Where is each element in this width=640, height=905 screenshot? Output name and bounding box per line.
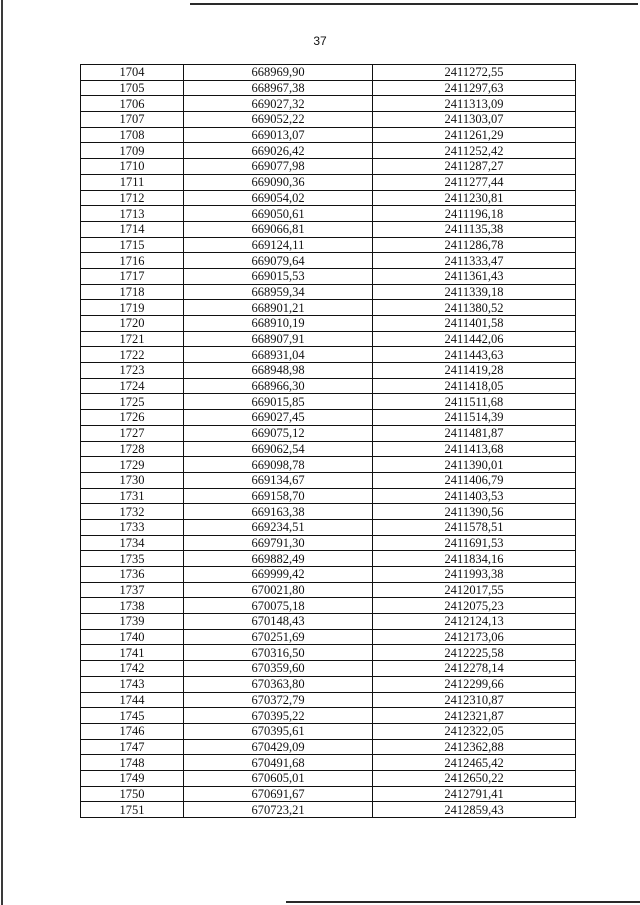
x-coordinate-cell: 670359,60 xyxy=(184,661,373,677)
y-coordinate-cell: 2412278,14 xyxy=(373,661,576,677)
x-coordinate-cell: 670491,68 xyxy=(184,755,373,771)
table-row xyxy=(81,723,576,739)
y-coordinate-cell: 2411418,05 xyxy=(373,378,576,394)
x-coordinate-cell: 669015,85 xyxy=(184,394,373,410)
table-row xyxy=(81,582,576,598)
point-number-cell: 1751 xyxy=(81,802,184,818)
page-number: 37 xyxy=(313,34,327,48)
table-row xyxy=(81,786,576,802)
point-number-cell: 1714 xyxy=(81,221,184,237)
x-coordinate-cell: 669052,22 xyxy=(184,112,373,128)
table-row xyxy=(81,96,576,112)
point-number-cell: 1750 xyxy=(81,786,184,802)
point-number-cell: 1748 xyxy=(81,755,184,771)
y-coordinate-cell: 2412017,55 xyxy=(373,582,576,598)
point-number-cell: 1728 xyxy=(81,441,184,457)
point-number-cell: 1741 xyxy=(81,645,184,661)
y-coordinate-cell: 2411406,79 xyxy=(373,472,576,488)
y-coordinate-cell: 2411514,39 xyxy=(373,410,576,426)
point-number-cell: 1731 xyxy=(81,488,184,504)
table-row xyxy=(81,708,576,724)
y-coordinate-cell: 2411691,53 xyxy=(373,535,576,551)
table-row xyxy=(81,331,576,347)
table-row xyxy=(81,441,576,457)
x-coordinate-cell: 668931,04 xyxy=(184,347,373,363)
point-number-cell: 1713 xyxy=(81,206,184,222)
point-number-cell: 1743 xyxy=(81,676,184,692)
y-coordinate-cell: 2412310,87 xyxy=(373,692,576,708)
x-coordinate-cell: 669882,49 xyxy=(184,551,373,567)
y-coordinate-cell: 2411297,63 xyxy=(373,80,576,96)
x-coordinate-cell: 668959,34 xyxy=(184,284,373,300)
table-row xyxy=(81,127,576,143)
x-coordinate-cell: 669075,12 xyxy=(184,425,373,441)
table-row xyxy=(81,504,576,520)
x-coordinate-cell: 670429,09 xyxy=(184,739,373,755)
y-coordinate-cell: 2411196,18 xyxy=(373,206,576,222)
table-row xyxy=(81,237,576,253)
y-coordinate-cell: 2411277,44 xyxy=(373,174,576,190)
table-row xyxy=(81,425,576,441)
table-row xyxy=(81,488,576,504)
point-number-cell: 1712 xyxy=(81,190,184,206)
point-number-cell: 1723 xyxy=(81,363,184,379)
table-row xyxy=(81,551,576,567)
y-coordinate-cell: 2411481,87 xyxy=(373,425,576,441)
point-number-cell: 1711 xyxy=(81,174,184,190)
x-coordinate-cell: 669158,70 xyxy=(184,488,373,504)
y-coordinate-cell: 2411401,58 xyxy=(373,316,576,332)
x-coordinate-cell: 669066,81 xyxy=(184,221,373,237)
y-coordinate-cell: 2412859,43 xyxy=(373,802,576,818)
scan-edge-top xyxy=(190,3,638,5)
x-coordinate-cell: 669026,42 xyxy=(184,143,373,159)
point-number-cell: 1710 xyxy=(81,159,184,175)
point-number-cell: 1725 xyxy=(81,394,184,410)
x-coordinate-cell: 668966,30 xyxy=(184,378,373,394)
table-row xyxy=(81,410,576,426)
point-number-cell: 1708 xyxy=(81,127,184,143)
point-number-cell: 1720 xyxy=(81,316,184,332)
scan-edge-left xyxy=(1,0,3,905)
point-number-cell: 1726 xyxy=(81,410,184,426)
x-coordinate-cell: 669062,54 xyxy=(184,441,373,457)
y-coordinate-cell: 2411287,27 xyxy=(373,159,576,175)
x-coordinate-cell: 669079,64 xyxy=(184,253,373,269)
x-coordinate-cell: 669163,38 xyxy=(184,504,373,520)
point-number-cell: 1729 xyxy=(81,457,184,473)
x-coordinate-cell: 670148,43 xyxy=(184,614,373,630)
x-coordinate-cell: 669791,30 xyxy=(184,535,373,551)
point-number-cell: 1715 xyxy=(81,237,184,253)
y-coordinate-cell: 2412321,87 xyxy=(373,708,576,724)
point-number-cell: 1736 xyxy=(81,567,184,583)
table-row xyxy=(81,739,576,755)
y-coordinate-cell: 2411390,01 xyxy=(373,457,576,473)
table-row xyxy=(81,661,576,677)
y-coordinate-cell: 2412791,41 xyxy=(373,786,576,802)
point-number-cell: 1705 xyxy=(81,80,184,96)
y-coordinate-cell: 2411511,68 xyxy=(373,394,576,410)
y-coordinate-cell: 2411286,78 xyxy=(373,237,576,253)
point-number-cell: 1721 xyxy=(81,331,184,347)
y-coordinate-cell: 2411403,53 xyxy=(373,488,576,504)
y-coordinate-cell: 2411252,42 xyxy=(373,143,576,159)
point-number-cell: 1709 xyxy=(81,143,184,159)
table-row xyxy=(81,190,576,206)
point-number-cell: 1706 xyxy=(81,96,184,112)
point-number-cell: 1749 xyxy=(81,770,184,786)
x-coordinate-cell: 669027,32 xyxy=(184,96,373,112)
table-row xyxy=(81,598,576,614)
table-row xyxy=(81,645,576,661)
point-number-cell: 1733 xyxy=(81,519,184,535)
scan-edge-bottom xyxy=(286,901,640,903)
x-coordinate-cell: 669027,45 xyxy=(184,410,373,426)
x-coordinate-cell: 668901,21 xyxy=(184,300,373,316)
y-coordinate-cell: 2412075,23 xyxy=(373,598,576,614)
point-number-cell: 1734 xyxy=(81,535,184,551)
table-row xyxy=(81,221,576,237)
table-row xyxy=(81,253,576,269)
y-coordinate-cell: 2411339,18 xyxy=(373,284,576,300)
y-coordinate-cell: 2412173,06 xyxy=(373,629,576,645)
x-coordinate-cell: 670395,61 xyxy=(184,723,373,739)
y-coordinate-cell: 2412362,88 xyxy=(373,739,576,755)
point-number-cell: 1718 xyxy=(81,284,184,300)
coordinates-table xyxy=(80,64,576,818)
x-coordinate-cell: 670395,22 xyxy=(184,708,373,724)
y-coordinate-cell: 2411272,55 xyxy=(373,65,576,81)
x-coordinate-cell: 670723,21 xyxy=(184,802,373,818)
point-number-cell: 1744 xyxy=(81,692,184,708)
table-row xyxy=(81,143,576,159)
y-coordinate-cell: 2411390,56 xyxy=(373,504,576,520)
y-coordinate-cell: 2411442,06 xyxy=(373,331,576,347)
x-coordinate-cell: 669124,11 xyxy=(184,237,373,253)
y-coordinate-cell: 2412299,66 xyxy=(373,676,576,692)
point-number-cell: 1742 xyxy=(81,661,184,677)
point-number-cell: 1730 xyxy=(81,472,184,488)
point-number-cell: 1738 xyxy=(81,598,184,614)
table-row xyxy=(81,284,576,300)
table-row xyxy=(81,676,576,692)
table-row xyxy=(81,802,576,818)
point-number-cell: 1747 xyxy=(81,739,184,755)
x-coordinate-cell: 669999,42 xyxy=(184,567,373,583)
table-row xyxy=(81,692,576,708)
x-coordinate-cell: 670316,50 xyxy=(184,645,373,661)
x-coordinate-cell: 668907,91 xyxy=(184,331,373,347)
y-coordinate-cell: 2411380,52 xyxy=(373,300,576,316)
point-number-cell: 1719 xyxy=(81,300,184,316)
table-row xyxy=(81,394,576,410)
x-coordinate-cell: 669013,07 xyxy=(184,127,373,143)
x-coordinate-cell: 668948,98 xyxy=(184,363,373,379)
table-row xyxy=(81,472,576,488)
point-number-cell: 1745 xyxy=(81,708,184,724)
x-coordinate-cell: 670691,67 xyxy=(184,786,373,802)
x-coordinate-cell: 670021,80 xyxy=(184,582,373,598)
table-row xyxy=(81,174,576,190)
point-number-cell: 1727 xyxy=(81,425,184,441)
y-coordinate-cell: 2412650,22 xyxy=(373,770,576,786)
x-coordinate-cell: 669077,98 xyxy=(184,159,373,175)
table-row xyxy=(81,80,576,96)
point-number-cell: 1704 xyxy=(81,65,184,81)
table-row xyxy=(81,347,576,363)
point-number-cell: 1724 xyxy=(81,378,184,394)
table-row xyxy=(81,755,576,771)
point-number-cell: 1737 xyxy=(81,582,184,598)
table-row xyxy=(81,316,576,332)
y-coordinate-cell: 2411135,38 xyxy=(373,221,576,237)
table-row xyxy=(81,300,576,316)
table-row xyxy=(81,65,576,81)
x-coordinate-cell: 668910,19 xyxy=(184,316,373,332)
table-row xyxy=(81,567,576,583)
table-row xyxy=(81,535,576,551)
table-row xyxy=(81,363,576,379)
table-row xyxy=(81,457,576,473)
x-coordinate-cell: 669050,61 xyxy=(184,206,373,222)
x-coordinate-cell: 670605,01 xyxy=(184,770,373,786)
y-coordinate-cell: 2411993,38 xyxy=(373,567,576,583)
y-coordinate-cell: 2411361,43 xyxy=(373,268,576,284)
x-coordinate-cell: 669234,51 xyxy=(184,519,373,535)
y-coordinate-cell: 2411443,63 xyxy=(373,347,576,363)
y-coordinate-cell: 2411333,47 xyxy=(373,253,576,269)
x-coordinate-cell: 669015,53 xyxy=(184,268,373,284)
point-number-cell: 1722 xyxy=(81,347,184,363)
y-coordinate-cell: 2411303,07 xyxy=(373,112,576,128)
point-number-cell: 1716 xyxy=(81,253,184,269)
table-row xyxy=(81,629,576,645)
x-coordinate-cell: 669098,78 xyxy=(184,457,373,473)
y-coordinate-cell: 2411419,28 xyxy=(373,363,576,379)
table-row xyxy=(81,770,576,786)
x-coordinate-cell: 670251,69 xyxy=(184,629,373,645)
table-row xyxy=(81,159,576,175)
table-row xyxy=(81,206,576,222)
point-number-cell: 1707 xyxy=(81,112,184,128)
y-coordinate-cell: 2412322,05 xyxy=(373,723,576,739)
x-coordinate-cell: 670075,18 xyxy=(184,598,373,614)
y-coordinate-cell: 2412124,13 xyxy=(373,614,576,630)
x-coordinate-cell: 670363,80 xyxy=(184,676,373,692)
x-coordinate-cell: 669134,67 xyxy=(184,472,373,488)
point-number-cell: 1732 xyxy=(81,504,184,520)
x-coordinate-cell: 668969,90 xyxy=(184,65,373,81)
y-coordinate-cell: 2411313,09 xyxy=(373,96,576,112)
y-coordinate-cell: 2411413,68 xyxy=(373,441,576,457)
x-coordinate-cell: 669090,36 xyxy=(184,174,373,190)
y-coordinate-cell: 2411261,29 xyxy=(373,127,576,143)
table-row xyxy=(81,112,576,128)
point-number-cell: 1717 xyxy=(81,268,184,284)
y-coordinate-cell: 2412225,58 xyxy=(373,645,576,661)
point-number-cell: 1746 xyxy=(81,723,184,739)
point-number-cell: 1739 xyxy=(81,614,184,630)
table-row xyxy=(81,614,576,630)
point-number-cell: 1735 xyxy=(81,551,184,567)
y-coordinate-cell: 2412465,42 xyxy=(373,755,576,771)
coordinates-table-body xyxy=(81,65,576,818)
point-number-cell: 1740 xyxy=(81,629,184,645)
y-coordinate-cell: 2411230,81 xyxy=(373,190,576,206)
table-row xyxy=(81,378,576,394)
x-coordinate-cell: 668967,38 xyxy=(184,80,373,96)
x-coordinate-cell: 670372,79 xyxy=(184,692,373,708)
table-row xyxy=(81,519,576,535)
x-coordinate-cell: 669054,02 xyxy=(184,190,373,206)
y-coordinate-cell: 2411578,51 xyxy=(373,519,576,535)
y-coordinate-cell: 2411834,16 xyxy=(373,551,576,567)
table-row xyxy=(81,268,576,284)
